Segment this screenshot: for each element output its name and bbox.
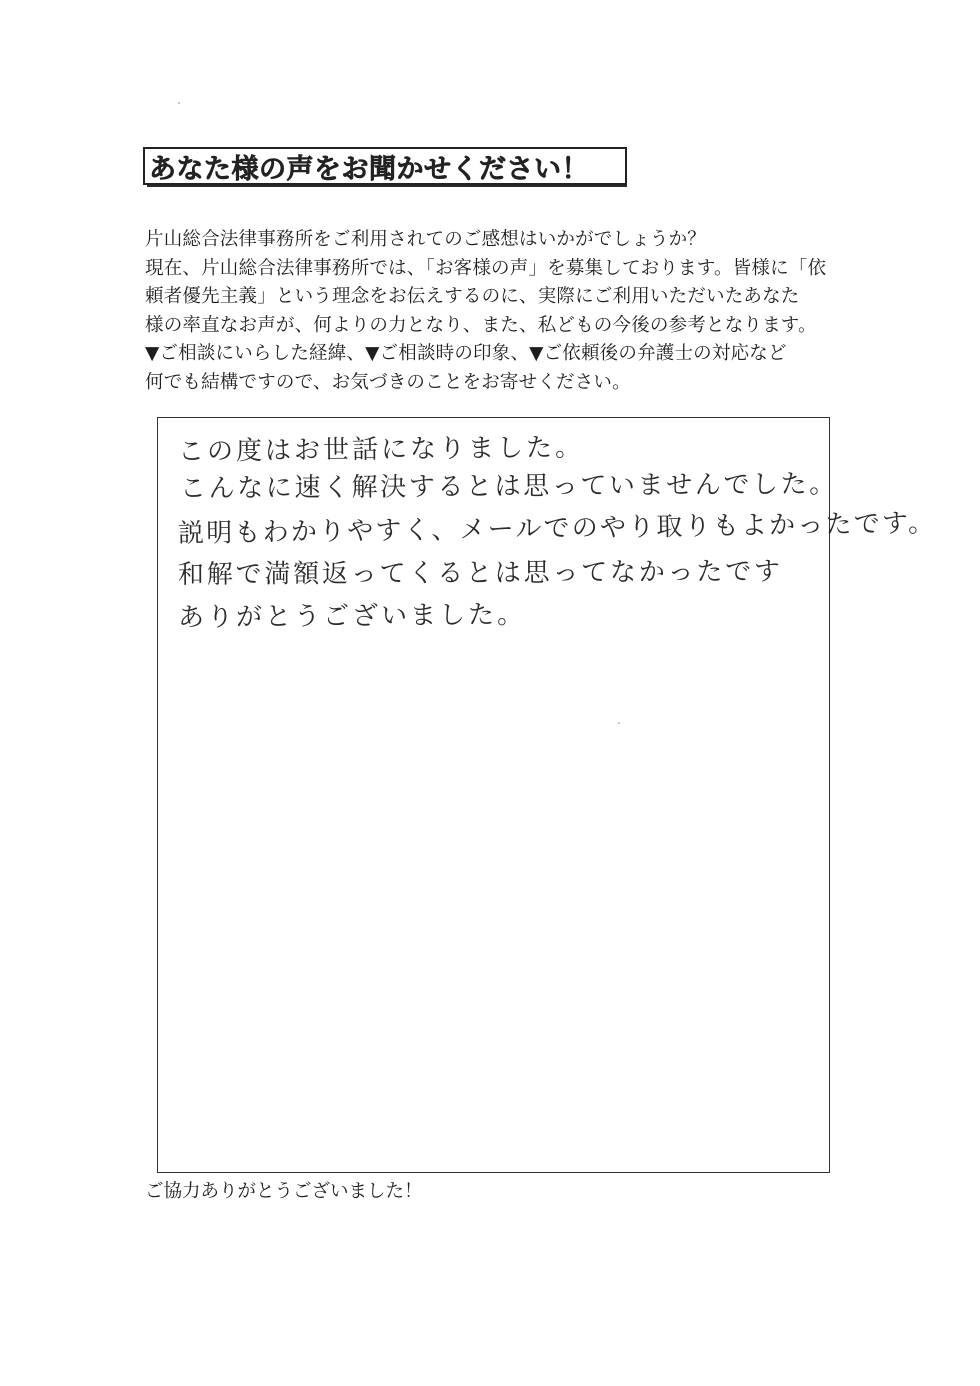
comment-line: 説明もわかりやすく、メールでのやり取りもよかったです。 xyxy=(177,508,937,549)
intro-line: ▼ご相談にいらした経緯、▼ご相談時の印象、▼ご依頼後の弁護士の対応など xyxy=(145,343,787,364)
handwritten-comment xyxy=(177,428,937,633)
comment-line: ありがとうございました。 xyxy=(177,599,527,633)
intro-line: 頼者優先主義」という理念をお伝えするのに、実際にご利用いただいたあなた xyxy=(145,286,800,307)
intro-line: 様の率直なお声が、何よりの力となり、また、私どもの今後の参考となります。 xyxy=(145,314,817,336)
page-title: あなた様の声をお聞かせください！ xyxy=(149,153,589,185)
comment-line: 和解で満額返ってくるとは思ってなかったです xyxy=(177,556,783,590)
comment-box xyxy=(157,417,937,1173)
intro-paragraph xyxy=(145,226,845,397)
intro-line: 片山総合法律事務所をご利用されてのご感想はいかがでしょうか？ xyxy=(145,229,707,250)
title-banner xyxy=(143,147,629,189)
scan-speck xyxy=(178,102,180,104)
comment-line: この度はお世話になりました。 xyxy=(177,432,585,467)
title-box xyxy=(143,147,627,185)
comment-line: こんなに速く解決するとは思っていませんでした。 xyxy=(179,469,838,504)
thanks-text: ご協力ありがとうございました！ xyxy=(145,1181,423,1202)
intro-line: 何でも結構ですので、お気づきのことをお寄せください。 xyxy=(145,371,631,393)
intro-line: 現在、片山総合法律事務所では、「お客様の声」を募集しております。皆様に「依 xyxy=(145,257,827,279)
